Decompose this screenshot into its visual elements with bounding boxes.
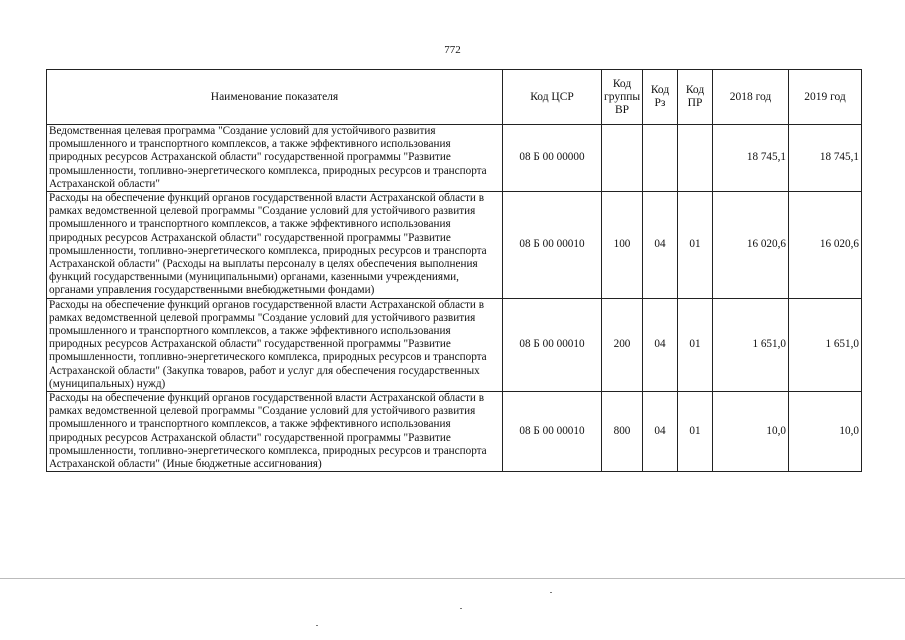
scan-speck — [550, 592, 552, 593]
row-rz — [643, 125, 678, 192]
row-csr: 08 Б 00 00000 — [503, 125, 602, 192]
row-2019: 16 020,6 — [789, 192, 862, 299]
table-row — [47, 192, 862, 299]
row-2018: 1 651,0 — [713, 298, 789, 391]
table-row — [47, 125, 862, 192]
row-pr: 01 — [678, 392, 713, 472]
row-vr — [602, 125, 643, 192]
row-name: Расходы на обеспечение функций органов государственной власти Астраханской области в рамках ведомственной целевой программы "Создание условий для устойчивого развития промышленного и транспортного комплексов, а также эффективного использования природных ресурсов Астраханской области" государственной программы "Развитие промышленности, топливно-энергетического комплекса, природных ресурсов и транспорта Астраханской области" (Иные бюджетные ассигнования) — [47, 392, 503, 472]
row-rz: 04 — [643, 192, 678, 299]
row-2018: 16 020,6 — [713, 192, 789, 299]
row-csr: 08 Б 00 00010 — [503, 192, 602, 299]
row-rz: 04 — [643, 298, 678, 391]
row-pr: 01 — [678, 298, 713, 391]
header-vr: Код группы ВР — [602, 70, 643, 125]
table-header-row — [47, 70, 862, 125]
row-2019: 10,0 — [789, 392, 862, 472]
row-pr — [678, 125, 713, 192]
row-name: Ведомственная целевая программа "Создание условий для устойчивого развития промышленного и транспортного комплексов, а также эффективного использования природных ресурсов Астраханской области" государственной программы "Развитие промышленности, топливно-энергетического комплекса, природных ресурсов и транспорта Астраханской области" — [47, 125, 503, 192]
row-2018: 10,0 — [713, 392, 789, 472]
scan-speck — [460, 608, 462, 609]
row-vr: 800 — [602, 392, 643, 472]
row-name: Расходы на обеспечение функций органов государственной власти Астраханской области в рамках ведомственной целевой программы "Создание условий для устойчивого развития промышленного и транспортного комплексов, а также эффективного использования природных ресурсов Астраханской области" государственной программы "Развитие промышленности, топливно-энергетического комплекса, природных ресурсов и транспорта Астраханской области" (Расходы на выплаты персоналу в целях обеспечения выполнения функций государственными (муниципальными) органами, казенными учреждениями, органами управления государственными внебюджетными фондами) — [47, 192, 503, 299]
table-row — [47, 298, 862, 391]
scan-speck — [316, 625, 318, 626]
header-csr: Код ЦСР — [503, 70, 602, 125]
row-pr: 01 — [678, 192, 713, 299]
table-row — [47, 392, 862, 472]
header-2018: 2018 год — [713, 70, 789, 125]
header-pr: Код ПР — [678, 70, 713, 125]
header-rz: Код Рз — [643, 70, 678, 125]
budget-table — [46, 69, 862, 472]
row-name: Расходы на обеспечение функций органов государственной власти Астраханской области в рамках ведомственной целевой программы "Создание условий для устойчивого развития промышленного и транспортного комплексов, а также эффективного использования природных ресурсов Астраханской области" государственной программы "Развитие промышленности, топливно-энергетического комплекса, природных ресурсов и транспорта Астраханской области" (Закупка товаров, работ и услуг для обеспечения государственных (муниципальных) нужд) — [47, 298, 503, 391]
header-2019: 2019 год — [789, 70, 862, 125]
page-edge-line — [0, 578, 905, 579]
row-csr: 08 Б 00 00010 — [503, 392, 602, 472]
row-2019: 18 745,1 — [789, 125, 862, 192]
row-2019: 1 651,0 — [789, 298, 862, 391]
page-number: 772 — [444, 44, 461, 56]
row-csr: 08 Б 00 00010 — [503, 298, 602, 391]
row-vr: 100 — [602, 192, 643, 299]
header-name: Наименование показателя — [47, 70, 503, 125]
row-rz: 04 — [643, 392, 678, 472]
row-vr: 200 — [602, 298, 643, 391]
row-2018: 18 745,1 — [713, 125, 789, 192]
